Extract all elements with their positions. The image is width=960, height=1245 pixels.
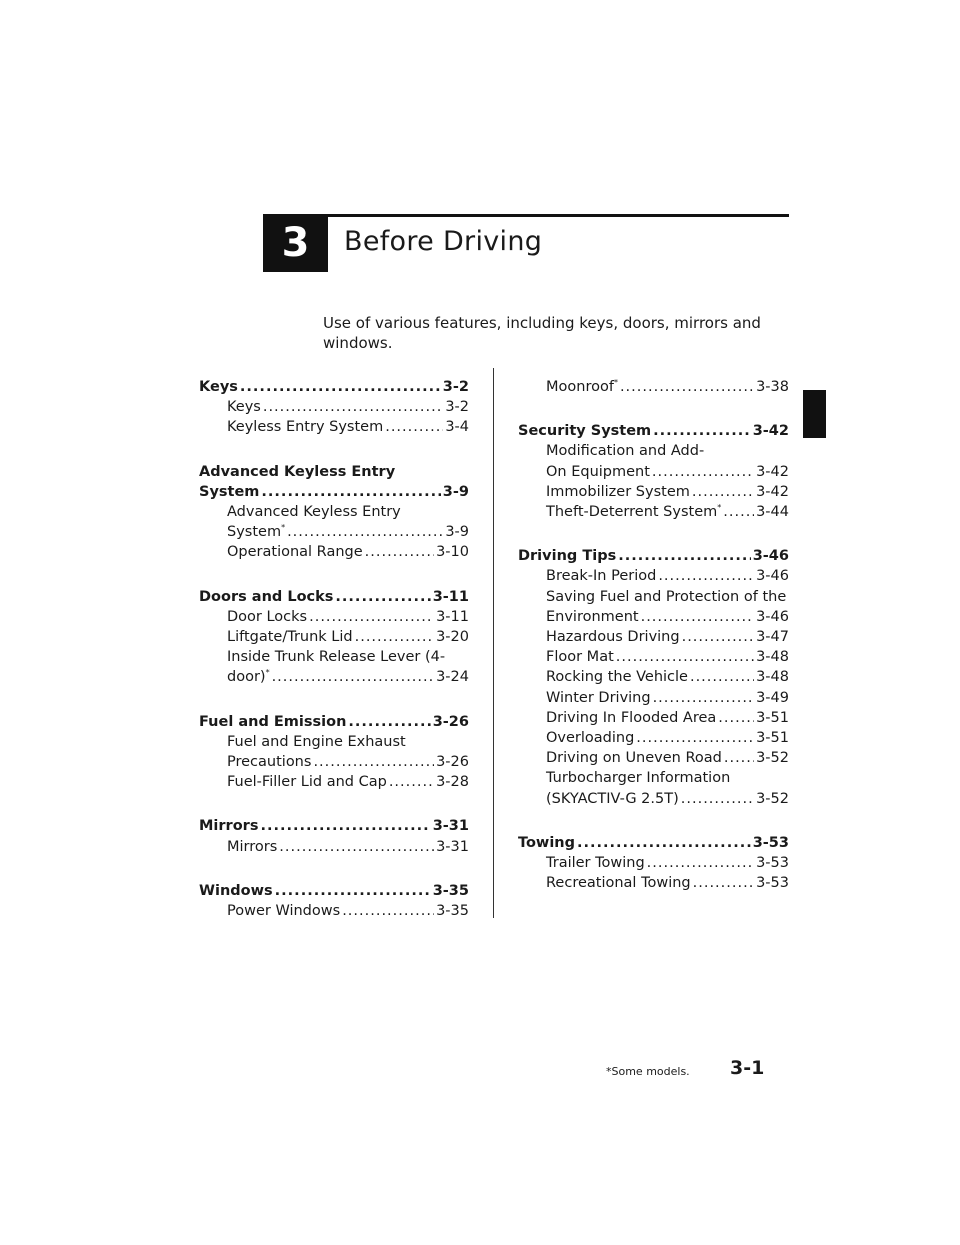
leader-dots (693, 873, 754, 893)
some-models-mark: * (281, 523, 286, 533)
toc-item-trunk-release[interactable] (199, 647, 469, 687)
toc-item-liftgate[interactable] (199, 627, 469, 647)
leader-dots (313, 752, 434, 772)
toc-item-label: door) (227, 669, 266, 686)
toc-right-column (518, 377, 789, 917)
toc-item-page: 3-4 (445, 419, 469, 436)
toc-item-label: Driving In Flooded Area (546, 709, 717, 726)
toc-heading-advanced-keyless-l2[interactable] (199, 482, 469, 502)
leader-dots (647, 853, 754, 873)
toc-heading-towing[interactable] (518, 833, 789, 853)
toc-section-driving-tips (518, 546, 789, 809)
leader-dots (287, 522, 443, 542)
toc-item-moonroof[interactable] (518, 377, 789, 397)
toc-item-page: 3-52 (756, 790, 789, 807)
toc-item-break-in[interactable] (518, 566, 789, 586)
toc-item-label: Modification and Add- (546, 443, 705, 460)
toc-item-immobilizer[interactable] (518, 482, 789, 502)
toc-item-label: System (227, 524, 282, 541)
leader-dots (365, 542, 434, 562)
leader-dots (348, 712, 430, 732)
toc-item-modification[interactable] (518, 441, 789, 481)
toc-heading-label: System (199, 483, 260, 500)
leader-dots (723, 502, 754, 522)
toc-item-label: Precautions (227, 754, 312, 771)
toc-item-label: Turbocharger Information (546, 770, 731, 787)
toc-item-page: 3-2 (445, 399, 469, 416)
toc-item-page: 3-47 (756, 629, 789, 646)
toc-section-towing (518, 833, 789, 894)
leader-dots (652, 462, 754, 482)
chapter-title: Before Driving (344, 226, 543, 257)
toc-heading-page: 3-9 (442, 483, 469, 500)
leader-dots (616, 647, 754, 667)
toc-heading-fuel[interactable] (199, 712, 469, 732)
toc-item-label: Break-In Period (546, 568, 657, 585)
toc-heading-page: 3-26 (432, 713, 469, 730)
toc-section-doors (199, 587, 469, 688)
toc-item-label: Overloading (546, 730, 635, 747)
toc-item-label: Trailer Towing (546, 855, 645, 872)
toc-left-column (199, 377, 469, 945)
toc-item-label: On Equipment (546, 463, 650, 480)
toc-item-page: 3-11 (436, 608, 469, 625)
toc-item-label: Theft-Deterrent System (546, 504, 718, 521)
toc-item-uneven-road[interactable] (518, 748, 789, 768)
toc-item-rocking-vehicle[interactable] (518, 667, 789, 687)
toc-item-page: 3-53 (756, 855, 789, 872)
leader-dots (342, 901, 434, 921)
toc-item-recreational-towing[interactable] (518, 873, 789, 893)
toc-heading-label: Doors and Locks (199, 588, 334, 605)
leader-dots (577, 833, 751, 853)
chapter-intro: Use of various features, including keys, doors, mirrors and windows. (323, 314, 761, 352)
chapter-number-box (263, 214, 328, 272)
toc-heading-advanced-keyless-l1[interactable] (199, 462, 469, 482)
toc-item-page: 3-9 (445, 524, 469, 541)
leader-dots (618, 546, 751, 566)
leader-dots (385, 417, 443, 437)
toc-item-page: 3-51 (756, 709, 789, 726)
some-models-mark: * (613, 378, 618, 388)
toc-item-power-windows[interactable] (199, 901, 469, 921)
toc-item-label: Fuel and Engine Exhaust (227, 733, 406, 750)
toc-heading-page: 3-11 (432, 588, 469, 605)
toc-heading-label: Keys (199, 379, 238, 395)
toc-item-label: Door Locks (227, 608, 308, 625)
toc-item-saving-fuel[interactable] (518, 587, 789, 627)
toc-item-page: 3-44 (756, 504, 789, 521)
toc-item-label: Recreational Towing (546, 875, 691, 892)
toc-item-page: 3-24 (436, 669, 469, 686)
toc-heading-doors[interactable] (199, 587, 469, 607)
toc-item-page: 3-46 (756, 568, 789, 585)
toc-item-label: Inside Trunk Release Lever (4- (227, 649, 446, 666)
toc-item-overloading[interactable] (518, 728, 789, 748)
toc-heading-label: Towing (518, 834, 575, 851)
toc-item-door-locks[interactable] (199, 607, 469, 627)
toc-item-label: Advanced Keyless Entry (227, 504, 401, 521)
toc-section-security (518, 421, 789, 522)
leader-dots (681, 789, 754, 809)
leader-dots (272, 667, 435, 687)
toc-item-theft-deterrent[interactable] (518, 502, 789, 522)
leader-dots (279, 837, 434, 857)
leader-dots (658, 566, 754, 586)
toc-item-page: 3-35 (436, 903, 469, 920)
toc-item-page: 3-48 (756, 669, 789, 686)
footnote-some-models: *Some models. (606, 1065, 690, 1078)
column-divider (493, 368, 494, 918)
toc-item-page: 3-52 (756, 750, 789, 767)
toc-item-label: Moonroof (546, 379, 614, 395)
leader-dots (641, 607, 754, 627)
toc-section-windows-cont (518, 377, 789, 397)
toc-item-flooded-area[interactable] (518, 708, 789, 728)
toc-item-label: Mirrors (227, 838, 278, 855)
toc-item-label: Saving Fuel and Protection of the (546, 588, 787, 605)
leader-dots (636, 728, 754, 748)
toc-item-label: Liftgate/Trunk Lid (227, 629, 353, 646)
toc-section-keys (199, 377, 469, 438)
toc-item-page: 3-49 (756, 689, 789, 706)
toc-heading-driving-tips[interactable] (518, 546, 789, 566)
toc-item-page: 3-48 (756, 649, 789, 666)
toc-item-label: Immobilizer System (546, 483, 690, 500)
toc-heading-page: 3-46 (752, 548, 789, 565)
toc-item-label: Driving on Uneven Road (546, 750, 722, 767)
toc-item-label: Rocking the Vehicle (546, 669, 688, 686)
leader-dots (620, 377, 754, 397)
toc-heading-windows[interactable] (199, 881, 469, 901)
toc-item-label: Operational Range (227, 544, 363, 561)
toc-item-label: (SKYACTIV-G 2.5T) (546, 790, 679, 807)
toc-item-page: 3-26 (436, 754, 469, 771)
toc-heading-label: Security System (518, 423, 652, 440)
toc-section-fuel (199, 712, 469, 793)
leader-dots (263, 397, 443, 417)
toc-item-page: 3-10 (436, 544, 469, 561)
leader-dots (724, 748, 754, 768)
toc-heading-mirrors[interactable] (199, 816, 469, 836)
toc-item-label: Power Windows (227, 903, 341, 920)
leader-dots (389, 772, 434, 792)
toc-heading-label: Mirrors (199, 818, 259, 835)
toc-heading-page: 3-53 (752, 834, 789, 851)
toc-heading-page: 3-35 (432, 882, 469, 899)
toc-heading-security[interactable] (518, 421, 789, 441)
leader-dots (718, 708, 754, 728)
toc-item-page: 3-28 (436, 774, 469, 791)
chapter-number: 3 (281, 220, 310, 266)
toc-item-label: Fuel-Filler Lid and Cap (227, 774, 387, 791)
toc-item-floor-mat[interactable] (518, 647, 789, 667)
leader-dots (355, 627, 434, 647)
toc-item-label: Winter Driving (546, 689, 651, 706)
toc-heading-page: 3-31 (432, 818, 469, 835)
toc-heading-page: 3-42 (752, 423, 789, 440)
toc-item-turbocharger[interactable] (518, 768, 789, 808)
toc-heading-label: Windows (199, 882, 273, 899)
toc-item-label: Environment (546, 608, 639, 625)
toc-item-keys[interactable] (199, 397, 469, 417)
toc-heading-label: Advanced Keyless Entry (199, 463, 396, 480)
toc-heading-label: Driving Tips (518, 548, 617, 565)
toc-section-advanced-keyless (199, 462, 469, 563)
toc-item-page: 3-38 (756, 379, 789, 395)
toc-item-page: 3-31 (436, 838, 469, 855)
toc-item-operational-range[interactable] (199, 542, 469, 562)
toc-item-page: 3-42 (756, 463, 789, 480)
toc-heading-label: Fuel and Emission (199, 713, 347, 730)
toc-heading-keys[interactable] (199, 377, 469, 397)
leader-dots (690, 667, 754, 687)
leader-dots (335, 587, 430, 607)
toc-item-page: 3-53 (756, 875, 789, 892)
leader-dots (260, 816, 430, 836)
toc-item-page: 3-46 (756, 608, 789, 625)
leader-dots (653, 688, 755, 708)
toc-item-page: 3-51 (756, 730, 789, 747)
toc-section-mirrors (199, 816, 469, 856)
toc-section-windows (199, 881, 469, 921)
toc-item-page: 3-42 (756, 483, 789, 500)
toc-item-label: Keys (227, 399, 261, 416)
toc-item-fuel-precautions[interactable] (199, 732, 469, 772)
some-models-mark: * (717, 503, 722, 513)
leader-dots (682, 627, 754, 647)
leader-dots (653, 421, 751, 441)
toc-item-mirrors[interactable] (199, 837, 469, 857)
toc-item-fuel-filler[interactable] (199, 772, 469, 792)
toc-item-label: Hazardous Driving (546, 629, 680, 646)
toc-heading-page: 3-2 (442, 379, 469, 395)
leader-dots (309, 607, 434, 627)
chapter-thumb-tab (803, 390, 826, 438)
toc-item-label: Keyless Entry System (227, 419, 384, 436)
toc-item-hazardous-driving[interactable] (518, 627, 789, 647)
leader-dots (692, 482, 754, 502)
toc-item-trailer-towing[interactable] (518, 853, 789, 873)
toc-item-page: 3-20 (436, 629, 469, 646)
some-models-mark: * (265, 668, 270, 678)
toc-item-keyless-entry[interactable] (199, 417, 469, 437)
page-number: 3-1 (730, 1057, 765, 1079)
toc-item-winter-driving[interactable] (518, 688, 789, 708)
leader-dots (275, 881, 431, 901)
header-rule (263, 214, 789, 217)
leader-dots (240, 377, 441, 397)
leader-dots (261, 482, 440, 502)
toc-item-label: Floor Mat (546, 649, 614, 666)
toc-item-advanced-keyless-system[interactable] (199, 502, 469, 542)
